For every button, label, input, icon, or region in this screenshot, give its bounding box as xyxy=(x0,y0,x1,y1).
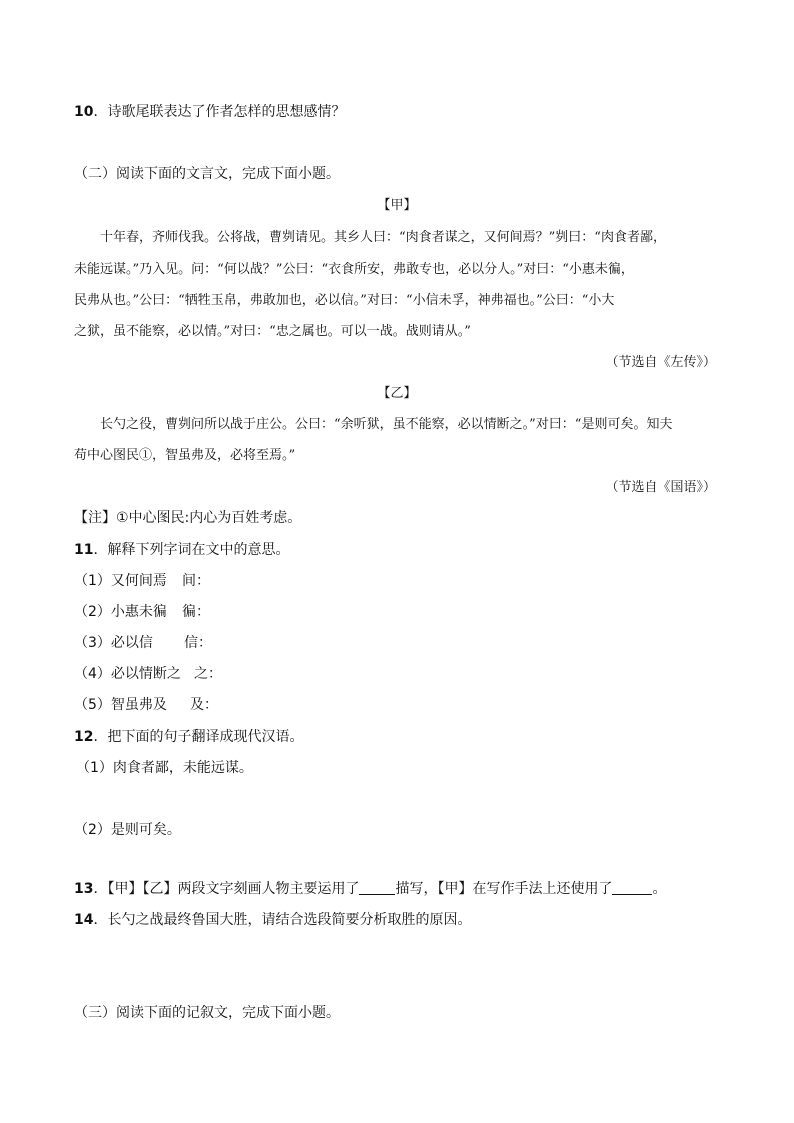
passage-jia-line: 之狱，虽不能察，必以情。”对曰：“忠之属也。可以一战。战则请从。” xyxy=(74,324,471,339)
passage-jia-line: 民弗从也。”公曰：“牺牲玉帛，弗敢加也，必以信。”对曰：“小信未孚，神弗福也。”公曰：“小大 xyxy=(74,293,615,308)
item-word: 徧： xyxy=(182,604,210,620)
section-3-heading: （三）阅读下面的记叙文，完成下面小题。 xyxy=(74,1005,340,1021)
question-number: 10 xyxy=(74,104,94,120)
question-12-item-1: （1）肉食者鄙，未能远谋。 xyxy=(76,760,253,776)
item-word: 之： xyxy=(194,666,222,682)
question-text: ．长勺之战最终鲁国大胜，请结合选段简要分析取胜的原因。 xyxy=(93,912,472,928)
item-label: （3）必以信 xyxy=(74,635,153,651)
question-text: 。 xyxy=(652,881,667,897)
question-12-item-2: （2）是则可矣。 xyxy=(74,822,181,838)
item-label: （4）必以情断之 xyxy=(74,666,181,682)
question-text: ．把下面的句子翻译成现代汉语。 xyxy=(93,729,304,745)
section-2-heading: （二）阅读下面的文言文，完成下面小题。 xyxy=(74,166,340,182)
question-number: 14 xyxy=(74,912,94,928)
question-number: 12 xyxy=(74,729,94,745)
question-10 xyxy=(74,102,345,122)
answer-blank[interactable] xyxy=(359,880,395,895)
item-label: （2）小惠未徧 xyxy=(74,604,167,620)
item-label: （5）智虽弗及 xyxy=(74,697,167,713)
answer-blank[interactable] xyxy=(612,880,652,895)
question-text: ．诗歌尾联表达了作者怎样的思想感情？ xyxy=(93,104,346,120)
question-11 xyxy=(74,540,289,560)
passage-yi-source: （节选自《国语》） xyxy=(605,480,716,495)
question-number: 11 xyxy=(74,542,94,558)
item-label: （1）又何间焉 xyxy=(74,573,167,589)
passage-jia-line: 十年春，齐师伐我。公将战，曹刿请见。其乡人曰：“肉食者谋之，又何间焉？”刿曰：“肉食者鄙， xyxy=(100,230,666,245)
question-13 xyxy=(74,879,666,899)
question-11-item-4 xyxy=(74,664,222,684)
passage-yi-line: 长勺之役，曹刿问所以战于庄公。公曰：“余听狱，虽不能察，必以情断之。”对曰：“是则可矣。知夫 xyxy=(100,417,673,432)
item-word: 信： xyxy=(184,635,212,651)
passage-yi-title: 【乙】 xyxy=(377,386,417,401)
question-11-item-3 xyxy=(74,633,212,653)
question-12 xyxy=(74,727,303,747)
question-text: 描写，【甲】在写作手法上还使用了 xyxy=(395,881,613,897)
annotation-note: 【注】①中心图民:内心为百姓考虑。 xyxy=(74,510,302,526)
passage-jia-line: 未能远谋。”乃入见。问：“何以战？”公曰：“衣食所安，弗敢专也，必以分人。”对曰：“小惠未徧， xyxy=(74,262,634,277)
question-text: ．【甲】【乙】两段文字刻画人物主要运用了 xyxy=(93,881,360,897)
item-word: 及： xyxy=(190,697,218,713)
question-14 xyxy=(74,910,471,930)
question-text: ．解释下列字词在文中的意思。 xyxy=(93,542,290,558)
item-word: 间： xyxy=(182,573,210,589)
passage-jia-title: 【甲】 xyxy=(377,198,417,213)
question-11-item-1 xyxy=(74,571,210,591)
question-11-item-2 xyxy=(74,602,210,622)
passage-jia-source: （节选自《左传》） xyxy=(605,355,716,370)
passage-yi-line: 苟中心图民①，智虽弗及，必将至焉。” xyxy=(74,448,296,463)
question-11-item-5 xyxy=(74,695,218,715)
question-number: 13 xyxy=(74,881,94,897)
